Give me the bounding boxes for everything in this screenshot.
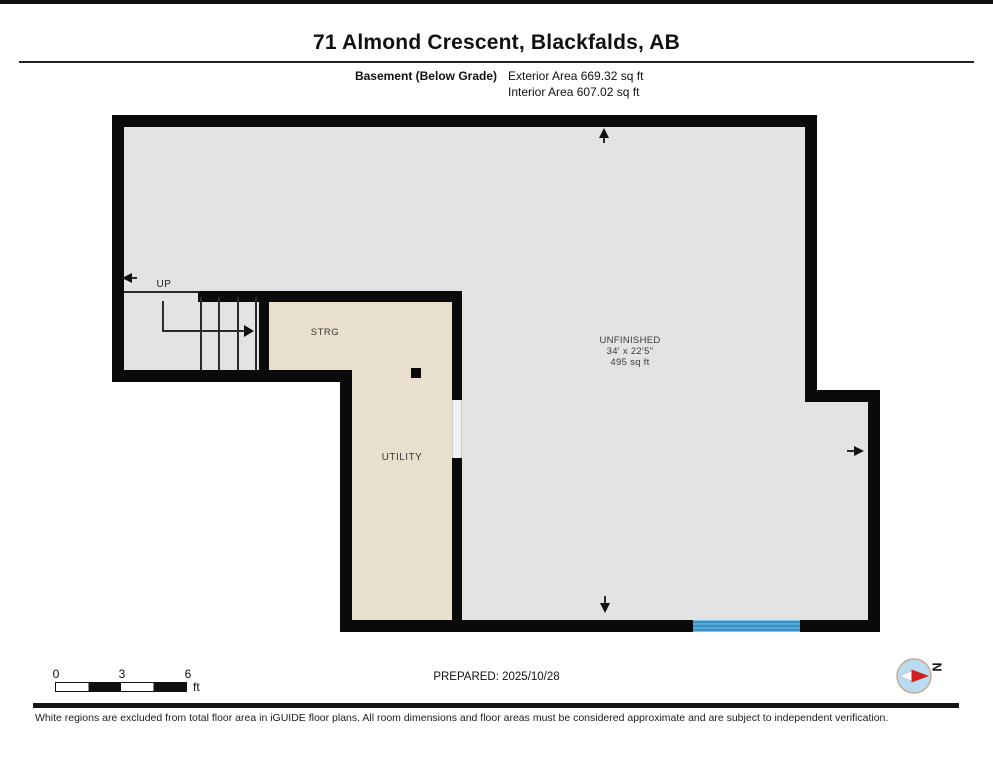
room-area: 495 sq ft (610, 357, 650, 368)
scale-unit-label: ft (193, 680, 200, 694)
room-label-utility: UTILITY (381, 452, 423, 463)
stair-tread (237, 297, 239, 370)
room-name: UNFINISHED (599, 335, 661, 346)
stair-tread (200, 297, 202, 370)
wall-stair-bottom (112, 370, 350, 382)
support-post (411, 368, 421, 378)
room-label-unfinished (555, 335, 705, 368)
top-wall-arrow-stem (603, 137, 605, 143)
wall-utility-right-lower (452, 458, 462, 632)
scale-tick-0: 0 (52, 667, 60, 681)
footer-divider (33, 703, 959, 708)
right-wall-arrow-stem (847, 450, 855, 452)
room-dimensions: 34' x 22'5" (606, 346, 654, 357)
disclaimer-text: White regions are excluded from total floor area in iGUIDE floor plans. All room dimensions and floor areas must be considered approximate and are subject to independent verification. (35, 712, 889, 724)
stair-direction-line-horizontal (162, 330, 246, 332)
window (693, 620, 800, 632)
bottom-wall-arrow-stem (604, 596, 606, 604)
door-opening (452, 400, 462, 458)
wall-top (112, 115, 817, 127)
compass-icon (896, 657, 934, 695)
stair-direction-line-vertical (162, 301, 164, 332)
wall-utility-left (340, 370, 352, 632)
scale-bar (55, 682, 187, 692)
wall-right-lower (868, 390, 880, 632)
bottom-wall-arrow-icon (600, 603, 610, 613)
stair-left-arrow-stem (131, 277, 137, 279)
room-label-strg: STRG (310, 327, 340, 338)
interior-area: Interior Area 607.02 sq ft (508, 85, 640, 99)
exterior-area: Exterior Area 669.32 sq ft (508, 69, 644, 83)
stair-tread (218, 297, 220, 370)
compass-north-label: N (929, 662, 944, 672)
scale-tick-6: 6 (184, 667, 192, 681)
wall-stair-divider (259, 291, 269, 382)
stair-tread (255, 297, 257, 370)
wall-left (112, 115, 124, 382)
stairs-up-label: UP (156, 279, 172, 290)
right-wall-arrow-icon (854, 446, 864, 456)
stair-landing-line (124, 291, 198, 293)
floor-label: Basement (Below Grade) (354, 69, 497, 83)
scale-tick-3: 3 (118, 667, 126, 681)
wall-utility-right-upper (452, 291, 462, 400)
page-title: 71 Almond Crescent, Blackfalds, AB (312, 31, 681, 54)
prepared-date: PREPARED: 2025/10/28 (433, 671, 560, 683)
stair-direction-arrow-icon (244, 325, 254, 337)
wall-right-upper (805, 115, 817, 402)
